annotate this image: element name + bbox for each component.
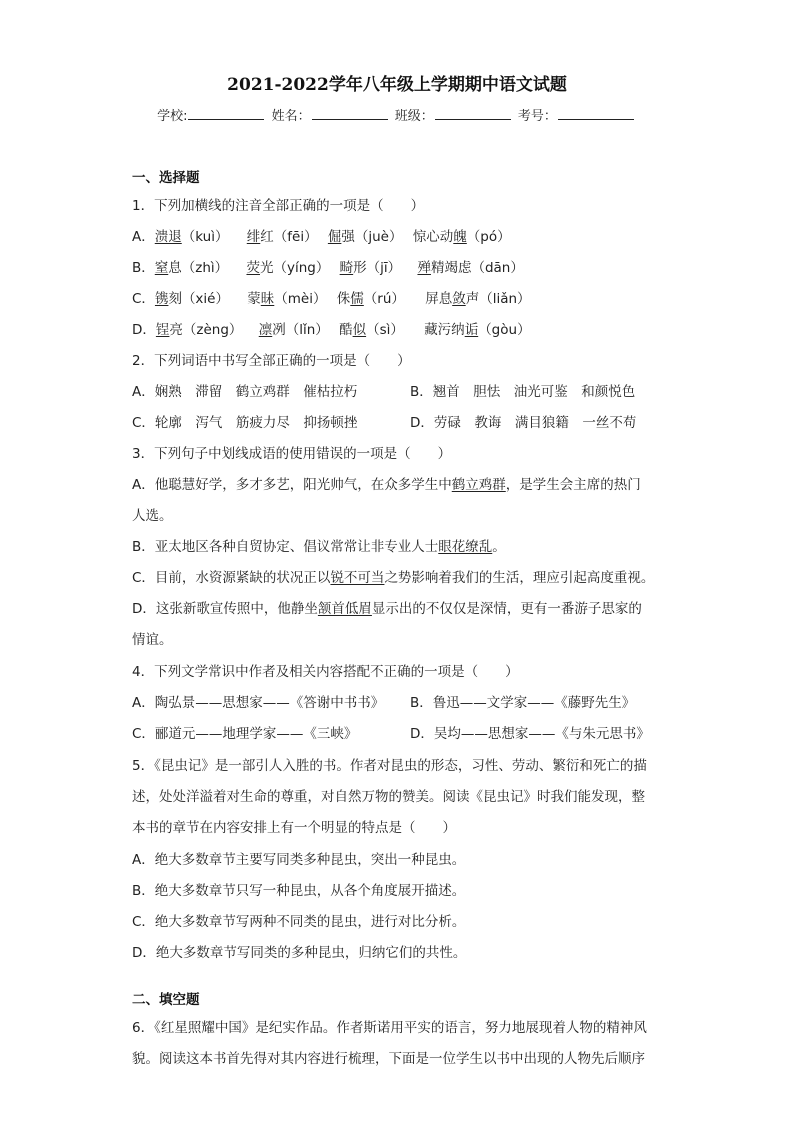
underlined-word: 绯 [246, 229, 261, 245]
q4-option-c: C．郦道元——地理学家——《三峡》 [132, 726, 358, 742]
q5-stem-line1: 5．《昆虫记》是一部引人入胜的书。作者对昆虫的形态，习性、劳动、繁衍和死亡的描 [132, 758, 647, 774]
q4-stem: 4．下列文学常识中作者及相关内容搭配不正确的一项是（ ） [132, 664, 519, 680]
name-blank[interactable] [312, 107, 388, 120]
pinyin: （dān） [471, 260, 524, 276]
pinyin: （fēi） [273, 229, 318, 245]
q3-option-c [132, 566, 654, 586]
underlined-word: 凛 [258, 322, 273, 338]
pinyin: （rú） [363, 291, 405, 307]
pinyin: （jī） [366, 260, 402, 276]
pinyin: （mèi） [274, 291, 327, 307]
option-letter: A． [132, 229, 155, 245]
text: D．这张新歌宣传照中，他静坐 [132, 601, 318, 617]
pinyin: （gòu） [478, 322, 531, 338]
underlined-word: 似 [352, 322, 367, 338]
section-heading-choice: 一、选择题 [132, 170, 200, 186]
number-label: 考号： [517, 109, 557, 124]
word-rest: 红 [260, 229, 274, 245]
q2-stem: 2．下列词语中书写全部正确的一项是（ ） [132, 353, 411, 369]
q2-option-d: D．劳碌 教诲 满目狼籍 一丝不苟 [410, 415, 637, 431]
pinyin: （liǎn） [479, 291, 531, 307]
underlined-word: 镌 [154, 291, 169, 307]
q5-option-c: C．绝大多数章节写两种不同类的昆虫，进行对比分析。 [132, 914, 466, 930]
q1-stem: 1．下列加横线的注音全部正确的一项是（ ） [132, 198, 425, 214]
underlined-idiom: 鹤立鸡群 [451, 477, 506, 493]
text: 显示出的不仅仅是深情，更有一番游子思家的 [371, 601, 642, 617]
underlined-word: 锃 [155, 322, 170, 338]
pinyin: （xié） [181, 291, 229, 307]
q5-stem-line2: 述，处处洋溢着对生命的尊重，对自然万物的赞美。阅读《昆虫记》时我们能发现，整 [132, 789, 645, 805]
q4-option-b: B．鲁迅——文学家——《藤野先生》 [410, 695, 636, 711]
word-rest: 亮 [169, 322, 183, 338]
underlined-word: 诟 [464, 322, 479, 338]
underlined-word: 窒 [154, 260, 169, 276]
underlined-idiom: 眼花缭乱 [438, 539, 493, 555]
q4-option-a: A．陶弘景——思想家——《答谢中书书》 [132, 695, 385, 711]
word-rest: 藏污纳 [424, 322, 465, 338]
section-heading-fill: 二、填空题 [132, 992, 200, 1008]
word-rest: 侏 [336, 291, 351, 307]
pinyin: （zhì） [181, 260, 229, 276]
q4-option-d: D．吴均——思想家——《与朱元思书》 [410, 726, 650, 742]
option-letter: C． [132, 291, 155, 307]
underlined-word: 畸 [339, 260, 354, 276]
word-rest: 强 [341, 229, 355, 245]
text: C．目前，水资源紧缺的状况正以 [132, 570, 331, 586]
text: ，是学生会主席的热门 [505, 477, 641, 493]
underlined-word: 殚 [417, 260, 431, 276]
word-rest: 形 [353, 260, 367, 276]
underlined-word: 溃退 [154, 229, 182, 245]
text: 之势影响着我们的生活，理应引起高度重视。 [384, 570, 655, 586]
option-letter: B． [132, 260, 155, 276]
student-info-row [0, 105, 794, 124]
underlined-word: 敛 [452, 291, 466, 307]
word-rest: 冽 [272, 322, 286, 338]
q2-option-b: B．翘首 胆怯 油光可鉴 和颜悦色 [410, 384, 636, 400]
q6-stem-line1: 6．《红星照耀中国》是纪实作品。作者斯诺用平实的语言，努力地展现着人物的精神风 [132, 1020, 647, 1036]
q1-option-a [132, 225, 511, 245]
q5-stem-line3: 本书的章节在内容安排上有一个明显的特点是（ ） [132, 820, 456, 836]
underlined-word: 儒 [350, 291, 364, 307]
name-label: 姓名： [271, 109, 311, 124]
word-rest: 精竭虑 [430, 260, 472, 276]
exam-title: 2021-2022学年八年级上学期期中语文试题 [227, 75, 567, 95]
text: B．亚太地区各种自贸协定、倡议常常让非专业人士 [132, 539, 439, 555]
q5-option-a: A．绝大多数章节主要写同类多种昆虫，突出一种昆虫。 [132, 852, 466, 868]
word-rest: 刻 [168, 291, 182, 307]
q1-option-d [132, 318, 531, 338]
word-rest: 蒙 [247, 291, 261, 307]
word-rest: 酷 [339, 322, 353, 338]
underlined-word: 倔 [327, 229, 342, 245]
underlined-word: 昧 [260, 291, 275, 307]
option-letter: D． [132, 322, 156, 338]
pinyin: （sì） [366, 322, 404, 338]
q5-option-d: D．绝大多数章节写同类的多种昆虫，归纳它们的共性。 [132, 945, 467, 961]
q6-stem-line2: 貌。阅读这本书首先得对其内容进行梳理，下面是一位学生以书中出现的人物先后顺序 [132, 1051, 645, 1067]
number-blank[interactable] [558, 107, 634, 120]
q2-option-c: C．轮廓 泻气 筋疲力尽 抑扬顿挫 [132, 415, 358, 431]
word-rest: 息 [168, 260, 182, 276]
q3-stem: 3．下列句子中划线成语的使用错误的一项是（ ） [132, 446, 452, 462]
q3-option-b [132, 535, 506, 555]
q5-option-b: B．绝大多数章节只写一种昆虫，从各个角度展开描述。 [132, 883, 466, 899]
underlined-idiom: 锐不可当 [330, 570, 385, 586]
pinyin: （lǐn） [285, 322, 329, 338]
pinyin: （zèng） [182, 322, 243, 338]
q3-option-a-line1 [132, 473, 641, 493]
school-label: 学校: [157, 109, 188, 124]
q3-option-a-line2: 人选。 [132, 508, 173, 524]
q1-option-c [132, 287, 531, 307]
pinyin: （kuì） [181, 229, 229, 245]
underlined-word: 荧 [246, 260, 260, 276]
word-rest: 声 [465, 291, 480, 307]
class-label: 班级： [394, 109, 434, 124]
word-rest: 惊心动 [412, 229, 454, 245]
underlined-word: 魄 [453, 229, 467, 245]
class-blank[interactable] [435, 107, 511, 120]
pinyin: （pó） [466, 229, 511, 245]
school-blank[interactable] [188, 107, 264, 120]
q3-option-d-line2: 情谊。 [132, 632, 173, 648]
pinyin: （juè） [354, 229, 403, 245]
word-rest: 屏息 [425, 291, 453, 307]
q1-option-b [132, 256, 524, 276]
word-rest: 光 [259, 260, 274, 276]
text: A．他聪慧好学，多才多艺，阳光帅气，在众多学生中 [132, 477, 452, 493]
text: 。 [492, 539, 506, 555]
q3-option-d-line1 [132, 597, 642, 617]
underlined-idiom: 颔首低眉 [317, 601, 372, 617]
q2-option-a: A．娴熟 滞留 鹤立鸡群 催枯拉朽 [132, 384, 358, 400]
pinyin: （yíng） [273, 260, 330, 276]
